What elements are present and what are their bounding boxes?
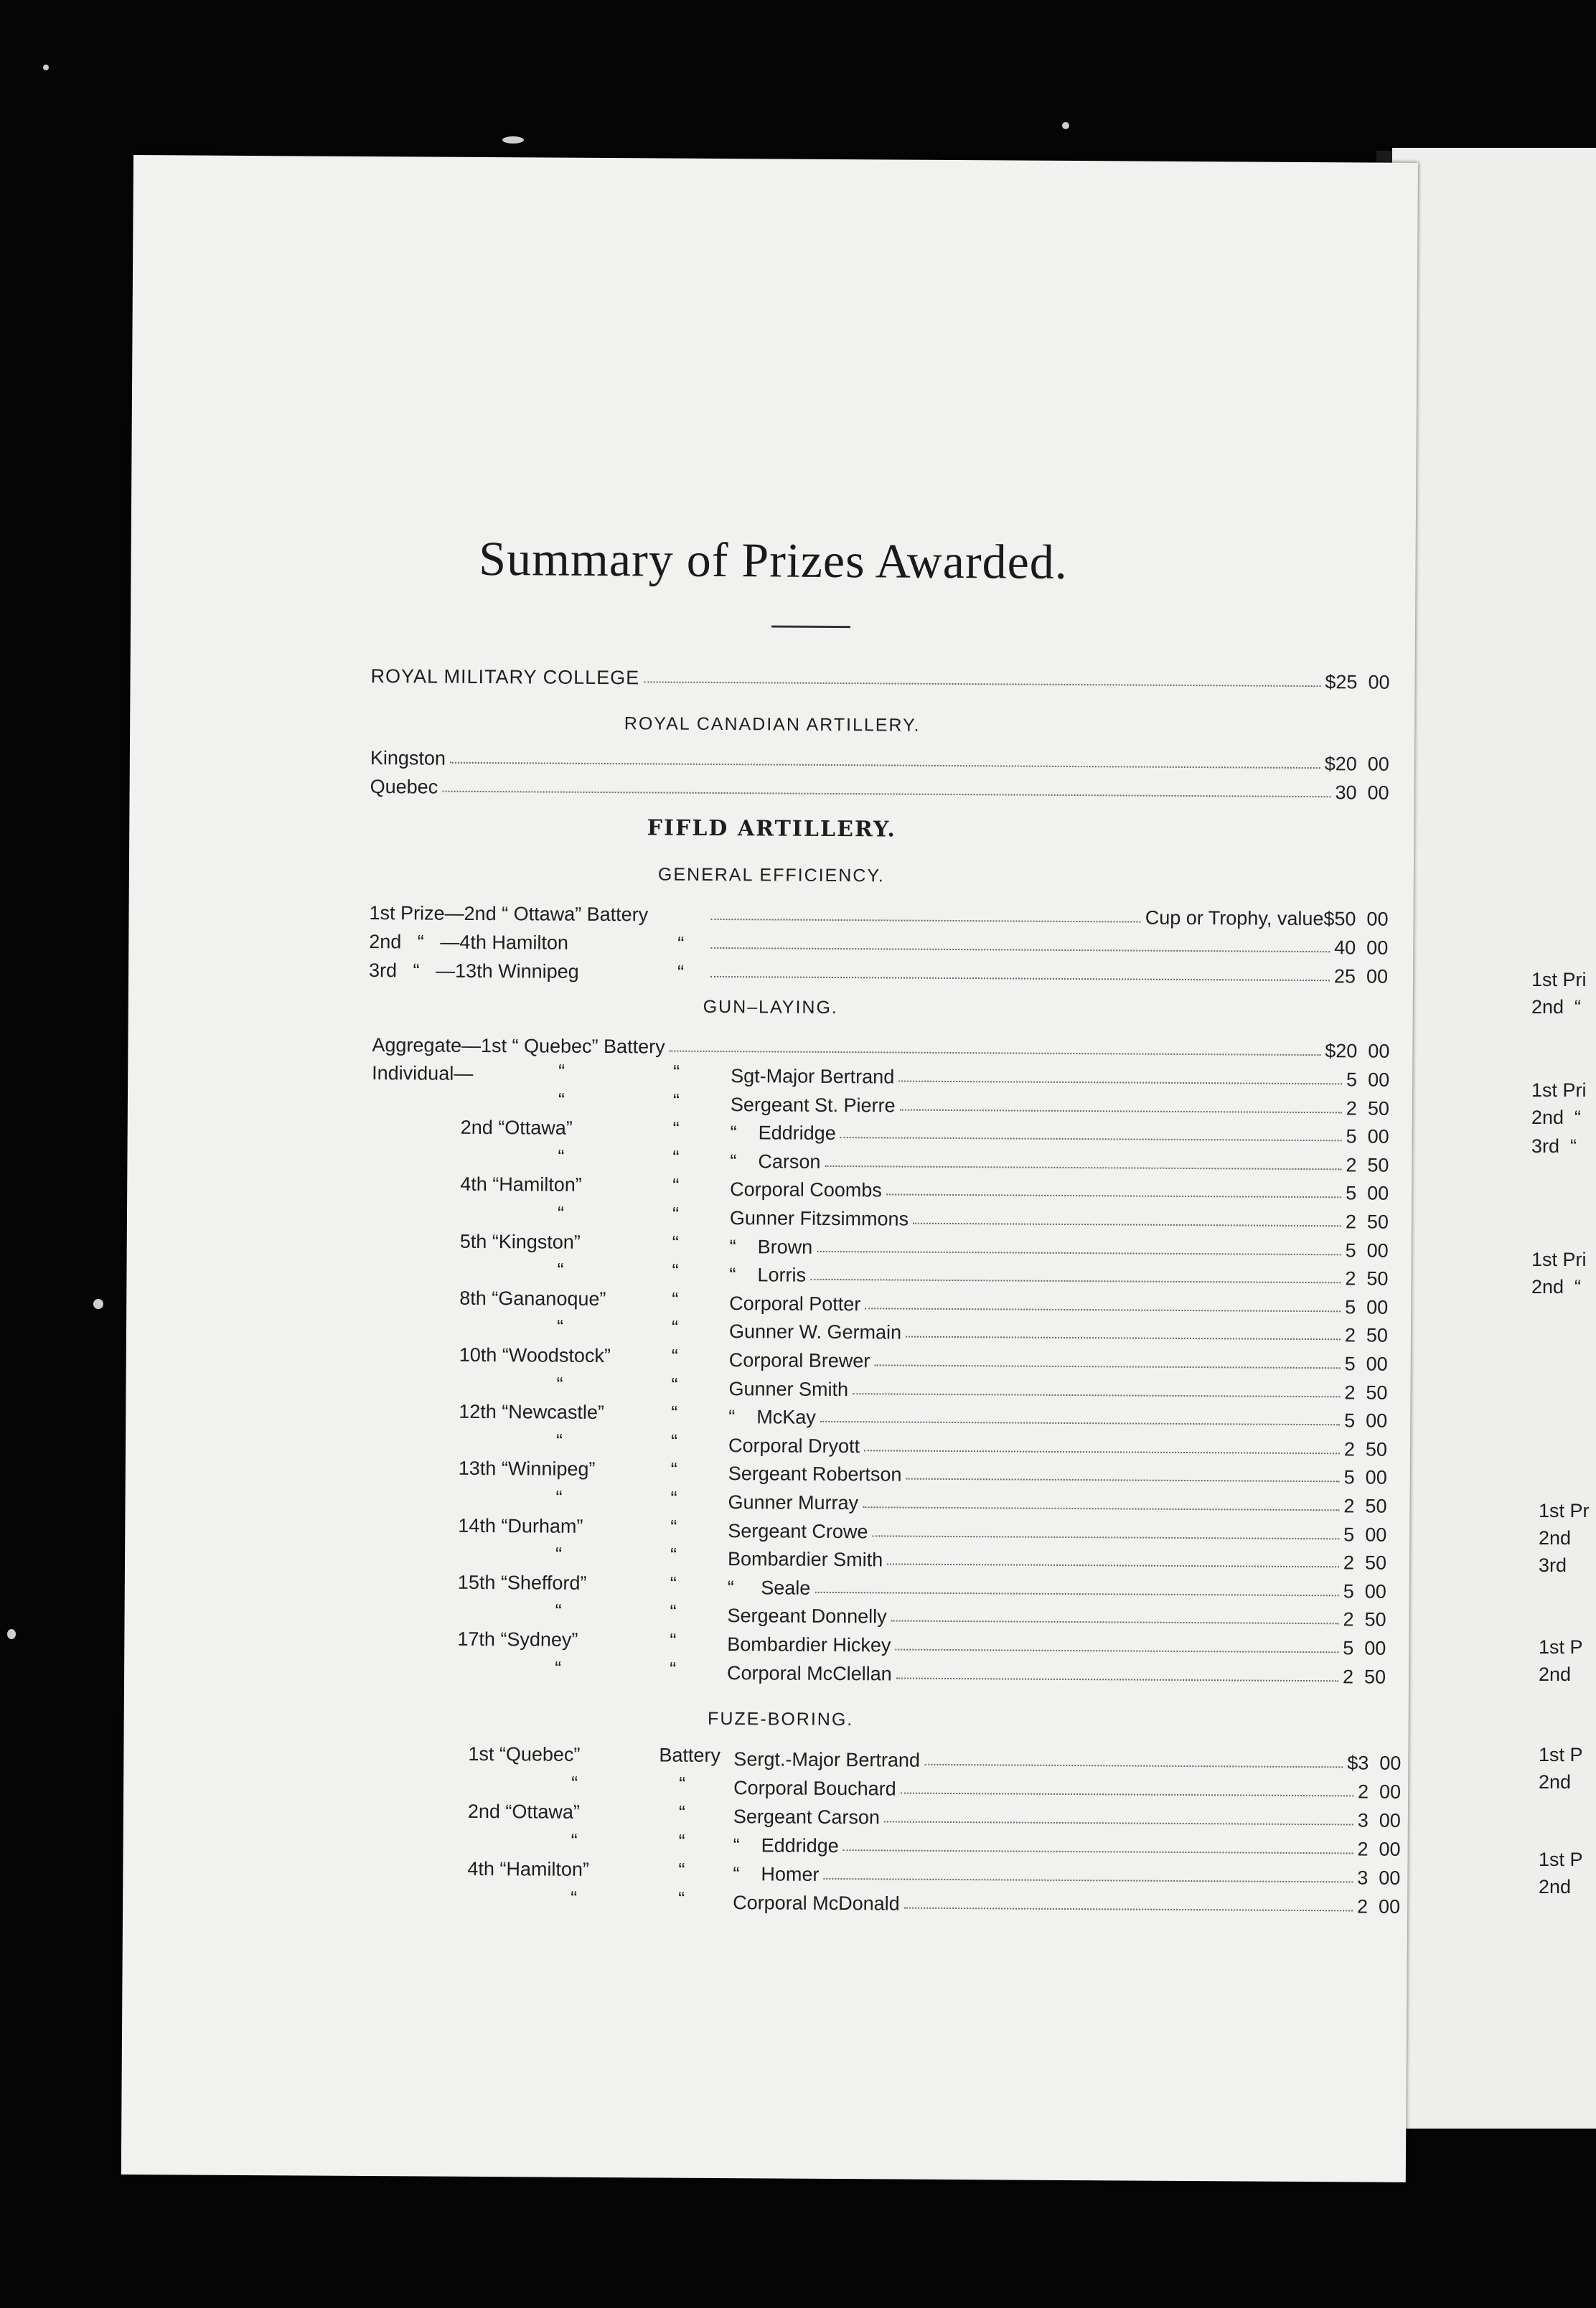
battery-name: 2nd “Ottawa” xyxy=(467,1800,581,1823)
aggregate-label: Aggregate—1st “ Quebec” Battery xyxy=(372,1034,665,1058)
aggregate-amount: $20 00 xyxy=(1325,1040,1390,1062)
prize-amount: 5 00 xyxy=(1343,1637,1386,1659)
battery-name: “ xyxy=(558,1089,565,1111)
dust-speck xyxy=(93,1299,103,1309)
gunner-name: Corporal Dryott xyxy=(728,1434,860,1458)
general-efficiency-entry: 1st Prize—2nd “ Ottawa” Battery xyxy=(369,902,649,926)
battery-name: “ xyxy=(571,1829,578,1852)
prize-amount: 5 00 xyxy=(1345,1296,1389,1318)
rmc-amount: $25 00 xyxy=(1325,671,1390,693)
ledger-row xyxy=(728,1402,1387,1432)
gunner-name: “ Eddridge xyxy=(733,1834,839,1857)
battery-name: 8th “Gananoque” xyxy=(459,1287,606,1310)
ledger-row xyxy=(727,1630,1386,1660)
ditto-mark: “ xyxy=(670,1572,677,1595)
leader-dots xyxy=(924,1764,1343,1768)
ditto-mark: “ xyxy=(670,1516,677,1538)
ledger-row xyxy=(729,1317,1388,1347)
leader-dots xyxy=(913,1223,1341,1227)
dust-speck xyxy=(502,136,524,144)
gunner-name: Sergeant St. Pierre xyxy=(730,1093,896,1117)
ditto-mark: “ xyxy=(670,1458,677,1481)
battery-name: 17th “Sydney” xyxy=(457,1628,578,1651)
ledger-row xyxy=(733,1859,1400,1890)
facing-page-text: 2nd xyxy=(1539,1876,1572,1897)
ledger-row xyxy=(728,1431,1387,1461)
prize-amount: 5 00 xyxy=(1345,1239,1389,1262)
gunner-name: “ McKay xyxy=(728,1406,816,1429)
ledger-row xyxy=(731,1090,1389,1120)
gunner-name: Bombardier Smith xyxy=(727,1548,883,1571)
facing-page-text: 1st P xyxy=(1539,1636,1583,1658)
ledger-row xyxy=(727,1601,1386,1631)
leader-dots xyxy=(825,1165,1341,1170)
facing-page-text: 2nd xyxy=(1539,1527,1572,1549)
battery-name: “ xyxy=(555,1543,563,1565)
gunner-name: Sergeant Crowe xyxy=(728,1519,868,1542)
facing-page-text: 3rd “ xyxy=(1531,1135,1577,1157)
ledger-row xyxy=(733,1831,1401,1861)
battery-name: “ xyxy=(555,1657,562,1679)
leader-dots xyxy=(853,1393,1340,1397)
prize-amount: 5 00 xyxy=(1344,1409,1388,1432)
rca-amount: $20 00 xyxy=(1324,753,1389,775)
ditto-mark: “ xyxy=(677,932,685,954)
rmc-row xyxy=(370,662,1389,694)
leader-dots xyxy=(906,1478,1339,1483)
battery-name: “ xyxy=(556,1316,564,1338)
ditto-mark: “ xyxy=(672,1117,680,1140)
general-efficiency-amount: 25 00 xyxy=(1333,965,1389,988)
prize-amount: 5 00 xyxy=(1346,1125,1389,1148)
ditto-mark: “ xyxy=(672,1089,680,1112)
ditto-mark: “ xyxy=(670,1600,677,1623)
leader-dots xyxy=(840,1137,1342,1141)
leader-dots xyxy=(891,1620,1339,1625)
leader-dots xyxy=(904,1908,1353,1912)
leader-dots xyxy=(886,1194,1341,1198)
prize-amount: 5 00 xyxy=(1343,1580,1386,1603)
leader-dots xyxy=(810,1279,1341,1284)
facing-page-text: 2nd “ xyxy=(1531,1107,1582,1128)
gunner-name: “ Eddridge xyxy=(730,1122,836,1145)
battery-name: “ xyxy=(571,1887,578,1909)
gunner-name: “ Brown xyxy=(729,1235,813,1258)
leader-dots xyxy=(906,1336,1341,1341)
ledger-row xyxy=(728,1459,1387,1489)
prize-amount: 2 50 xyxy=(1342,1665,1386,1688)
battery-name: “ xyxy=(555,1486,563,1509)
prize-amount: 2 50 xyxy=(1343,1495,1387,1517)
ledger-row xyxy=(733,1802,1401,1832)
battery-name: 4th “Hamilton” xyxy=(467,1857,590,1880)
ditto-mark: “ xyxy=(670,1430,678,1453)
dust-speck xyxy=(43,65,49,70)
gunner-name: Sergeant Carson xyxy=(733,1806,881,1829)
prize-amount: $3 00 xyxy=(1347,1752,1402,1774)
prize-amount: 2 50 xyxy=(1343,1608,1386,1631)
gunner-name: “ Homer xyxy=(733,1863,820,1885)
ledger-row xyxy=(369,956,1388,988)
prize-amount: 2 00 xyxy=(1356,1895,1401,1918)
ditto-mark: “ xyxy=(672,1259,679,1282)
gunner-name: Bombardier Hickey xyxy=(727,1633,891,1656)
leader-dots xyxy=(900,1109,1342,1113)
battery-name: 13th “Winnipeg” xyxy=(458,1458,596,1481)
ditto-mark: “ xyxy=(671,1345,678,1367)
battery-name: 1st “Quebec” xyxy=(468,1742,581,1765)
facing-page-text: 1st P xyxy=(1539,1849,1583,1870)
prize-description: Cup or Trophy, value xyxy=(1145,906,1324,930)
ditto-mark: “ xyxy=(672,1288,679,1310)
prize-amount: 2 50 xyxy=(1343,1438,1388,1460)
leader-dots xyxy=(815,1592,1338,1596)
rca-heading: ROYAL CANADIAN ARTILLERY. xyxy=(624,713,921,736)
battery-word: Battery xyxy=(659,1744,721,1767)
title-rule xyxy=(771,625,850,628)
prize-amount: 2 50 xyxy=(1345,1267,1389,1290)
ledger-row xyxy=(731,1118,1389,1148)
prize-amount: 5 00 xyxy=(1343,1466,1387,1489)
prize-amount: 2 50 xyxy=(1346,1097,1390,1120)
battery-name: “ xyxy=(571,1772,578,1794)
facing-page-text: 1st Pri xyxy=(1531,1079,1587,1101)
rca-station: Kingston xyxy=(370,747,446,769)
gunner-name: Corporal Bouchard xyxy=(733,1777,896,1800)
prize-amount: 2 00 xyxy=(1357,1781,1402,1803)
leader-dots xyxy=(874,1364,1340,1369)
ditto-mark: “ xyxy=(671,1317,679,1339)
battery-name: 12th “Newcastle” xyxy=(459,1400,604,1424)
prize-amount: 2 50 xyxy=(1345,1211,1389,1233)
gunner-name: Corporal Potter xyxy=(729,1292,861,1315)
facing-page-text: 1st Pri xyxy=(1531,1249,1587,1270)
ledger-row xyxy=(728,1516,1386,1547)
gunner-name: “ Carson xyxy=(730,1150,821,1173)
leader-dots xyxy=(710,976,1330,981)
ditto-mark: “ xyxy=(672,1203,680,1225)
leader-dots xyxy=(884,1821,1353,1825)
ditto-mark: “ xyxy=(672,1232,679,1254)
ledger-row xyxy=(733,1773,1401,1803)
ditto-mark: “ xyxy=(672,1146,680,1168)
ditto-mark: “ xyxy=(673,1061,680,1083)
ledger-row xyxy=(369,927,1388,960)
ledger-row xyxy=(729,1260,1388,1290)
ledger-row xyxy=(728,1573,1386,1603)
battery-name: 5th “Kingston” xyxy=(459,1230,581,1253)
prize-amount: 2 50 xyxy=(1346,1154,1389,1176)
leader-dots xyxy=(863,1506,1339,1511)
leader-dots xyxy=(896,1677,1338,1681)
ledger-row xyxy=(728,1374,1387,1404)
leader-dots xyxy=(898,1081,1342,1085)
individual-label: Individual— xyxy=(372,1062,474,1084)
ledger-row xyxy=(370,772,1389,804)
battery-name: “ xyxy=(556,1373,563,1395)
leader-dots xyxy=(901,1793,1353,1797)
leader-dots xyxy=(670,1051,1321,1056)
ledger-row xyxy=(727,1659,1386,1689)
gunner-name: Gunner Fitzsimmons xyxy=(729,1207,909,1230)
facing-page-text: 2nd “ xyxy=(1531,1276,1582,1298)
battery-name: “ xyxy=(558,1145,565,1168)
gunner-name: “ Seale xyxy=(727,1576,811,1599)
page-title: Summary of Prizes Awarded. xyxy=(479,530,1069,589)
battery-word: “ xyxy=(678,1887,685,1910)
prize-amount: 5 00 xyxy=(1346,1182,1389,1205)
leader-dots xyxy=(644,681,1320,687)
prize-amount: 2 50 xyxy=(1344,1324,1389,1347)
ledger-row xyxy=(733,1888,1400,1918)
facing-page-text: 2nd xyxy=(1539,1664,1572,1685)
ledger-row xyxy=(372,1031,1389,1063)
leader-dots xyxy=(865,1308,1341,1312)
leader-dots xyxy=(711,919,1141,923)
ledger-row xyxy=(730,1232,1389,1262)
battery-name: 15th “Shefford” xyxy=(457,1571,587,1594)
document-page xyxy=(121,155,1418,2182)
prize-amount: 3 00 xyxy=(1357,1809,1401,1831)
rmc-label: ROYAL MILITARY COLLEGE xyxy=(370,665,640,689)
facing-page-text: 1st Pri xyxy=(1531,969,1587,990)
ledger-row xyxy=(733,1745,1401,1775)
ditto-mark: “ xyxy=(671,1374,678,1396)
leader-dots xyxy=(450,762,1320,769)
prize-amount: 2 00 xyxy=(1357,1838,1401,1860)
ditto-mark: “ xyxy=(672,1175,680,1197)
battery-word: “ xyxy=(678,1801,685,1824)
battery-name: “ xyxy=(558,1060,565,1082)
battery-name: 10th “Woodstock” xyxy=(459,1343,611,1367)
ledger-row xyxy=(730,1147,1389,1177)
gunner-name: Gunner Smith xyxy=(728,1377,849,1400)
prize-amount: 2 50 xyxy=(1344,1381,1388,1404)
leader-dots xyxy=(887,1564,1339,1568)
dust-speck xyxy=(7,1629,16,1639)
fuze-boring-heading: FUZE-BORING. xyxy=(708,1708,854,1730)
leader-dots xyxy=(843,1849,1353,1854)
gunner-name: Gunner Murray xyxy=(728,1491,859,1514)
leader-dots xyxy=(823,1878,1353,1883)
gun-laying-heading: GUN–LAYING. xyxy=(703,996,838,1018)
gunner-name: Sergt.-Major Bertrand xyxy=(733,1748,921,1771)
leader-dots xyxy=(710,947,1330,952)
general-efficiency-amount: $50 00 xyxy=(1323,908,1389,930)
ledger-row xyxy=(731,1061,1389,1092)
general-efficiency-entry: 2nd “ —4th Hamilton xyxy=(369,931,569,954)
ditto-mark: “ xyxy=(671,1402,678,1424)
general-efficiency-entry: 3rd “ —13th Winnipeg xyxy=(368,960,579,982)
facing-page-text: 2nd “ xyxy=(1531,996,1582,1018)
prize-amount: 3 00 xyxy=(1357,1867,1401,1889)
battery-name: “ xyxy=(557,1202,565,1224)
battery-word: “ xyxy=(679,1773,686,1795)
dust-speck xyxy=(1062,122,1069,129)
facing-page-text: 1st Pr xyxy=(1539,1500,1590,1521)
gunner-name: Sgt-Major Bertrand xyxy=(731,1065,895,1088)
leader-dots xyxy=(817,1250,1341,1254)
facing-page-text: 3rd xyxy=(1539,1554,1567,1576)
leader-dots xyxy=(442,791,1330,798)
ledger-row xyxy=(729,1289,1388,1319)
ledger-row xyxy=(369,899,1388,931)
ditto-mark: “ xyxy=(670,1544,677,1566)
ledger-row xyxy=(729,1346,1388,1376)
leader-dots xyxy=(820,1421,1340,1425)
leader-dots xyxy=(872,1535,1339,1539)
prize-amount: 2 50 xyxy=(1343,1552,1387,1574)
battery-word: “ xyxy=(678,1859,685,1881)
facing-page-text: 2nd xyxy=(1539,1771,1572,1793)
facing-page-text: 1st P xyxy=(1539,1744,1583,1765)
ledger-row xyxy=(730,1204,1389,1234)
ledger-row xyxy=(730,1175,1389,1205)
gunner-name: Corporal McClellan xyxy=(727,1661,892,1685)
battery-name: “ xyxy=(557,1259,564,1281)
rca-amount: 30 00 xyxy=(1335,782,1389,804)
gunner-name: Corporal McDonald xyxy=(733,1892,900,1915)
battery-name: 2nd “Ottawa” xyxy=(460,1116,573,1139)
ditto-mark: “ xyxy=(677,961,685,983)
gunner-name: Sergeant Donnelly xyxy=(727,1605,887,1628)
ledger-row xyxy=(728,1544,1386,1575)
field-artillery-heading: FIFLD ARTILLERY. xyxy=(647,815,897,843)
battery-name: “ xyxy=(555,1600,562,1623)
ditto-mark: “ xyxy=(670,1658,677,1680)
battery-name: “ xyxy=(555,1430,563,1452)
gunner-name: Corporal Coombs xyxy=(730,1178,882,1201)
gunner-name: Gunner W. Germain xyxy=(728,1320,902,1343)
battery-word: “ xyxy=(678,1830,685,1852)
ledger-row xyxy=(728,1488,1386,1518)
general-efficiency-amount: 40 00 xyxy=(1334,937,1389,959)
prize-amount: 5 00 xyxy=(1346,1069,1390,1091)
gunner-name: “ Lorris xyxy=(729,1264,807,1286)
prize-amount: 5 00 xyxy=(1343,1523,1387,1546)
prize-amount: 5 00 xyxy=(1344,1353,1388,1375)
ditto-mark: “ xyxy=(670,1487,677,1509)
battery-name: 4th “Hamilton” xyxy=(460,1173,582,1196)
gunner-name: Corporal Brewer xyxy=(728,1349,870,1372)
general-efficiency-heading: GENERAL EFFICIENCY. xyxy=(657,864,885,886)
leader-dots xyxy=(864,1450,1340,1454)
ledger-row xyxy=(370,743,1389,776)
leader-dots xyxy=(895,1649,1338,1653)
battery-name: 14th “Durham” xyxy=(458,1514,583,1537)
gunner-name: Sergeant Robertson xyxy=(728,1463,902,1486)
rca-station: Quebec xyxy=(370,776,438,798)
ditto-mark: “ xyxy=(670,1629,677,1651)
